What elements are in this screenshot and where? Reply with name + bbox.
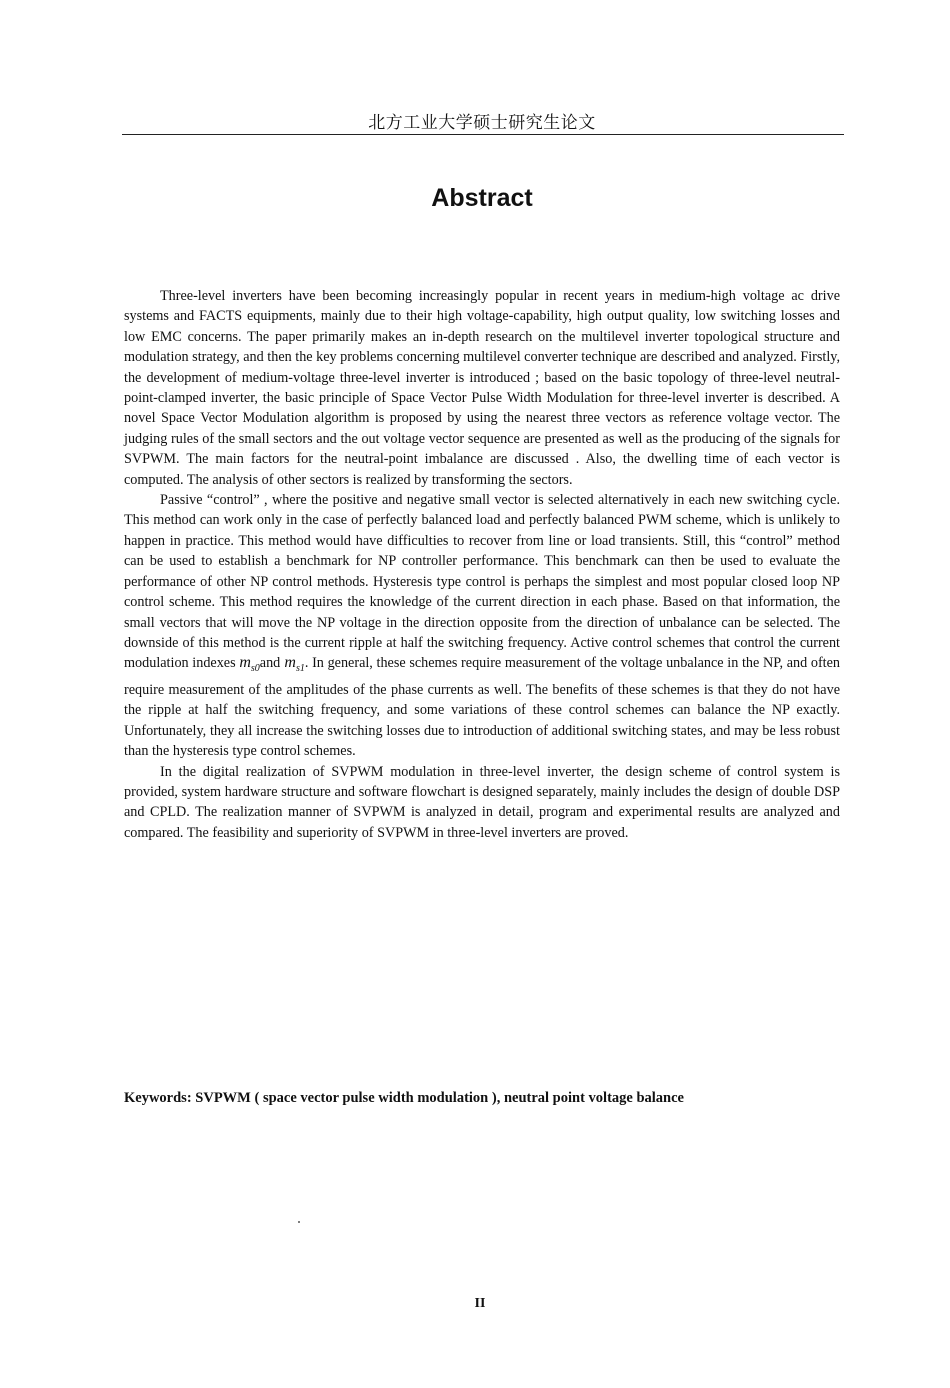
header-rule (122, 134, 844, 135)
abstract-paragraph-2 (124, 490, 840, 761)
abstract-title: Abstract (431, 184, 533, 212)
running-header: 北方工业大学硕士研究生论文 (368, 113, 596, 133)
scan-speck (298, 1221, 300, 1223)
page-number: II (474, 1296, 486, 1311)
abstract-paragraph-3: In the digital realization of SVPWM modulation in three-level inverter, the design scheme of control system is provided, system hardware structure and software flowchart is designed separately, mainly includes the design of double DSP and CPLD. The realization manner of SVPWM is analyzed in detail, program and experimental results are analyzed and compared. The feasibility and superiority of SVPWM in three-level inverters are proved. (124, 763, 840, 841)
modulation-index-m-s1: $m_{s1}$ (284, 654, 305, 675)
paragraph-2-text-after: . In general, these schemes require measurement of the voltage unbalance in the NP, and often require measurement of the amplitudes of the phase currents as well. The benefits of these schemes is that they do not have the ripple at half the switching frequency, and some variations of these control schemes can balance the NP exactly. Unfortunately, they all increase the switching losses due to introduction of additional switching states, and may be less robust than the hysteresis type control schemes. (124, 655, 841, 760)
abstract-paragraph-1: Three-level inverters have been becoming increasingly popular in recent years in medium-high voltage ac drive systems and FACTS equipments, mainly due to their high voltage-capability, high output quality, low switching losses and low EMC concerns. The paper primarily makes an in-depth research on the multilevel inverter topological structure and modulation strategy, and then the key problems concerning multilevel converter technique are described and analyzed. Firstly, the development of medium-voltage three-level inverter is introduced ; based on the basic topology of three-level neutral-point-clamped inverter, the basic principle of Space Vector Pulse Width Modulation for three-level inverter is described. A novel Space Vector Modulation algorithm is proposed by using the nearest three vectors as reference voltage vector. The judging rules of the small sectors and the out voltage vector sequence are presented as well as the producing of the signals for SVPWM. The main factors for the neutral-point imbalance are discussed . Also, the dwelling time of each vector is computed. The analysis of other sectors is realized by transforming the sectors. (124, 288, 840, 488)
keywords-line: Keywords: SVPWM ( space vector pulse width modulation ), neutral point voltage balance (124, 1090, 684, 1106)
paragraph-2-text-before: Passive “control” , where the positive and negative small vector is selected alternatively in each new switching cycle. This method can work only in the case of perfectly balanced load and perfectly balanced PWM scheme, which is unlikely to happen in practice. This method would have difficulties to recover from line or load transients. Still, this “control” method can be used to establish a benchmark for NP controller performance. This benchmark can then be used to evaluate the performance of other NP control methods. Hysteresis type control is perhaps the simplest and most popular closed loop NP control scheme. This method requires the knowledge of the current direction in each phase. Based on that information, the small vectors that will move the NP voltage in the direction opposite from the direction of unbalance can be selected. The downside of this method is the current ripple at half the switching frequency. Active control schemes that control the current modulation indexes (124, 492, 840, 672)
modulation-index-m-s0: $m_{s0}$ (239, 654, 260, 675)
abstract-body (124, 286, 840, 843)
paragraph-2-and: and (259, 655, 281, 672)
